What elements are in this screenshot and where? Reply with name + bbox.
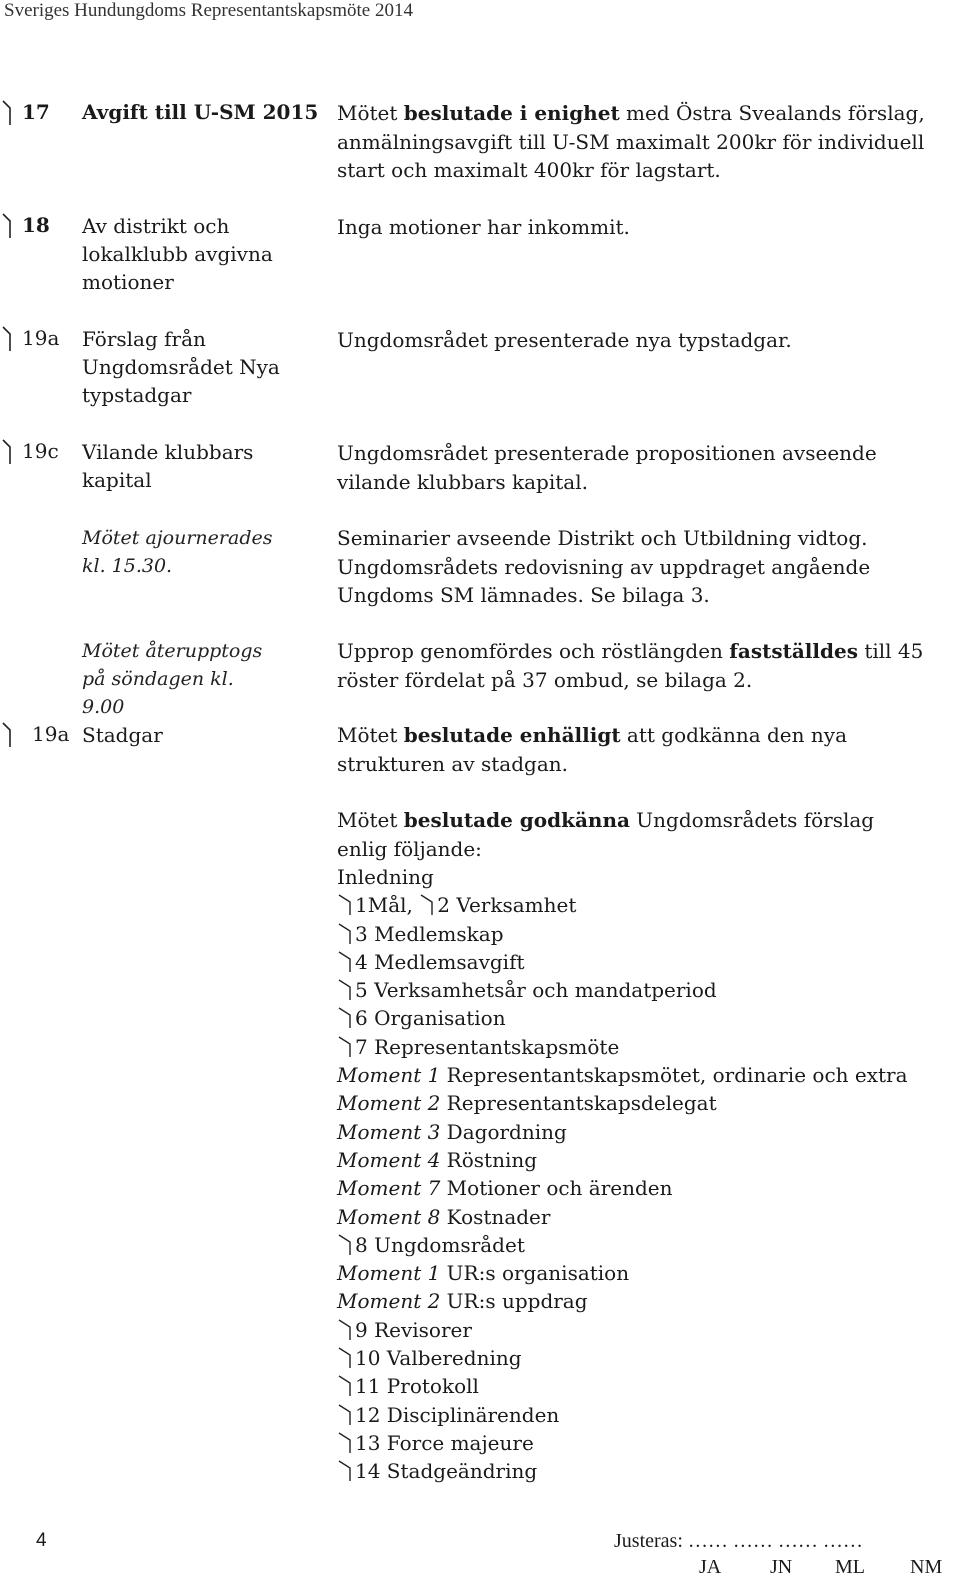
list-item: 3 Medlemskap — [337, 920, 908, 948]
paragraph-sign-icon — [419, 894, 437, 916]
list-item: 5 Verksamhetsår och mandatperiod — [337, 976, 908, 1004]
section-title: Stadgar — [82, 723, 163, 747]
paragraph-sign-icon — [2, 439, 12, 465]
adjourn-note: Mötet ajournerades kl. 15.30. — [82, 527, 273, 577]
list-item: Moment 7 Motioner och ärenden — [337, 1176, 673, 1201]
initials-jn: JN — [770, 1556, 793, 1578]
justeras-line: Justeras: …… …… …… …… — [614, 1530, 863, 1552]
section-body: Mötet beslutade enhälligt att godkänna den nya strukturen av stadgan. — [337, 723, 847, 776]
paragraph-sign-icon — [337, 1375, 355, 1397]
resume-note: Mötet återupptogs på söndagen kl. 9.00 — [82, 640, 263, 718]
section-body: Inga motioner har inkommit. — [337, 215, 630, 239]
paragraph-sign-icon — [337, 1234, 355, 1256]
list-item: Moment 2 UR:s uppdrag — [337, 1289, 588, 1314]
paragraph-sign-icon — [337, 979, 355, 1001]
list-item: Moment 1 UR:s organisation — [337, 1261, 630, 1286]
section-number: 19c — [22, 439, 59, 463]
list-item: Moment 2 Representantskapsdelegat — [337, 1091, 717, 1116]
paragraph-sign-icon — [337, 1432, 355, 1454]
paragraph-sign-icon — [2, 213, 12, 239]
paragraph-sign-icon — [337, 1347, 355, 1369]
section-body: Ungdomsrådet presenterade nya typstadgar. — [337, 328, 792, 352]
list-item: 12 Disciplinärenden — [337, 1401, 908, 1429]
list-item: 1Mål, 2 Verksamhet — [337, 891, 908, 919]
list-item: 11 Protokoll — [337, 1372, 908, 1400]
paragraph-sign-icon — [2, 100, 12, 126]
list-item: 9 Revisorer — [337, 1316, 908, 1344]
section-number: 19a — [22, 326, 60, 350]
section-body: Ungdomsrådet presenterade propositionen avseende vilande klubbars kapital. — [337, 441, 877, 494]
list-item: 13 Force majeure — [337, 1429, 908, 1457]
seminar-text: Seminarier avseende Distrikt och Utbildning vidtog. Ungdomsrådets redovisning av uppdraget angående Ungdoms SM lämnades. Se bilaga 3. — [337, 526, 871, 607]
list-item: 4 Medlemsavgift — [337, 948, 908, 976]
list-item: 8 Ungdomsrådet — [337, 1231, 908, 1259]
initials-ml: ML — [835, 1556, 865, 1578]
section-number: 17 — [22, 100, 50, 124]
paragraph-sign-icon — [337, 951, 355, 973]
list-item: 7 Representantskapsmöte — [337, 1033, 908, 1061]
list-item: Moment 3 Dagordning — [337, 1119, 567, 1144]
list-item: Moment 4 Röstning — [337, 1147, 538, 1172]
section-title: Vilande klubbars kapital — [82, 440, 254, 492]
paragraph-sign-icon — [337, 923, 355, 945]
section-title: Avgift till U-SM 2015 — [82, 100, 319, 124]
paragraph-sign-icon — [2, 722, 12, 748]
page-header: Sveriges Hundungdoms Representantskapsmöte 2014 — [4, 0, 413, 21]
statute-list — [337, 863, 908, 1486]
initials-nm: NM — [910, 1556, 943, 1578]
section-number: 18 — [22, 213, 50, 237]
section-body: Mötet beslutade i enighet med Östra Svealands förslag, anmälningsavgift till U-SM maximalt 200kr för individuell start och maximalt 400kr för lagstart. — [337, 101, 925, 182]
list-item: Moment 1 Representantskapsmötet, ordinarie och extra — [337, 1063, 908, 1088]
paragraph-sign-icon — [337, 1007, 355, 1029]
section-title: Förslag från Ungdomsrådet Nya typstadgar — [82, 327, 280, 407]
list-item: Moment 8 Kostnader — [337, 1204, 551, 1229]
section-title: Av distrikt och lokalklubb avgivna motioner — [82, 214, 273, 294]
section-number: 19a — [32, 722, 70, 746]
list-item: 6 Organisation — [337, 1004, 908, 1032]
paragraph-sign-icon — [337, 1404, 355, 1426]
list-item: 14 Stadgeändring — [337, 1457, 908, 1485]
paragraph-sign-icon — [337, 894, 355, 916]
paragraph-sign-icon — [337, 1036, 355, 1058]
paragraph-sign-icon — [2, 326, 12, 352]
decision-text: Mötet beslutade godkänna Ungdomsrådets förslag enlig följande: — [337, 808, 875, 861]
roll-call-text: Upprop genomfördes och röstlängden fastställdes till 45 röster fördelat på 37 ombud, se bilaga 2. — [337, 639, 924, 692]
list-item: 10 Valberedning — [337, 1344, 908, 1372]
paragraph-sign-icon — [337, 1319, 355, 1341]
page-number: 4 — [36, 1530, 47, 1551]
initials-ja: JA — [699, 1556, 722, 1578]
list-item: Inledning — [337, 865, 434, 889]
paragraph-sign-icon — [337, 1460, 355, 1482]
